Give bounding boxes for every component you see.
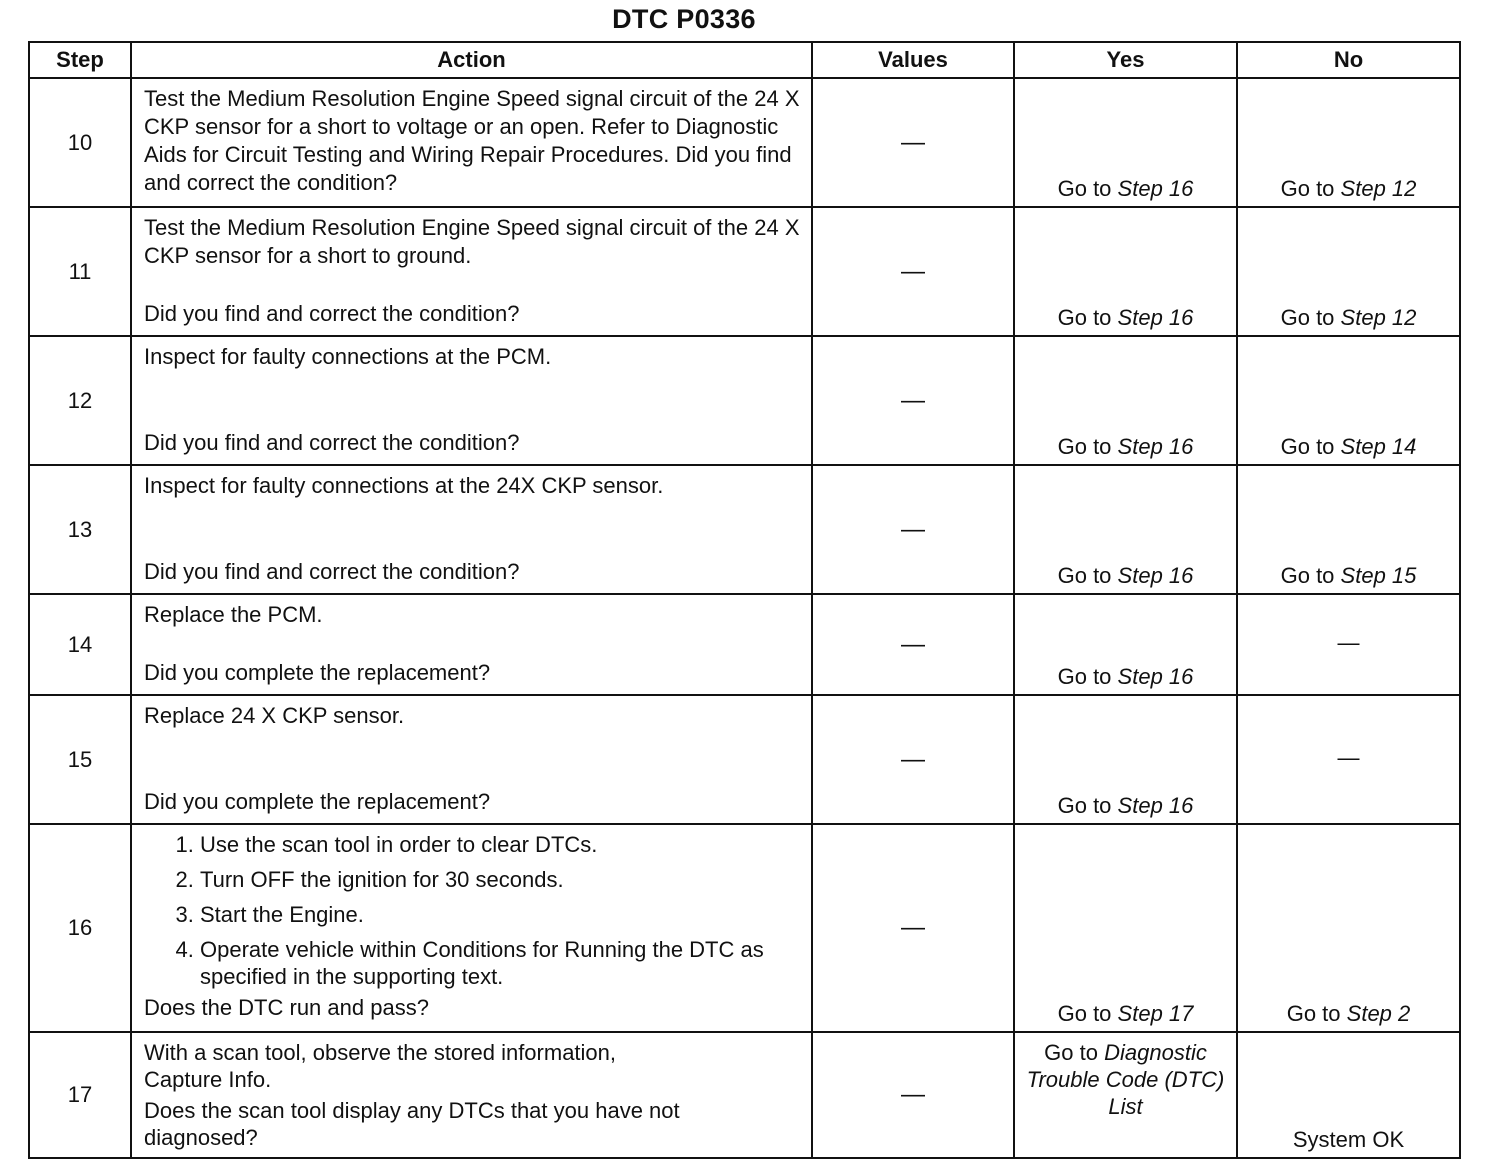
- table-row: [29, 695, 1460, 824]
- table-row: [29, 465, 1460, 594]
- no-cell: [1237, 465, 1460, 594]
- action-cell: [131, 594, 812, 695]
- no-cell: [1237, 336, 1460, 465]
- action-text: Replace the PCM.: [144, 602, 323, 627]
- header-row: [29, 42, 1460, 78]
- no-cell: —: [1237, 594, 1460, 695]
- header-no: No: [1237, 42, 1460, 78]
- yes-cell: [1014, 824, 1237, 1032]
- action-question: Did you complete the replacement?: [144, 789, 491, 814]
- no-step-link[interactable]: Step 14: [1340, 434, 1417, 459]
- list-item: 1. Use the scan tool in order to clear DTCs.: [200, 831, 803, 858]
- yes-prefix: Go to: [1044, 1040, 1098, 1065]
- yes-cell: [1014, 695, 1237, 824]
- action-question: Did you complete the replacement?: [144, 660, 491, 685]
- no-step-link[interactable]: Step 2: [1346, 1001, 1411, 1026]
- no-prefix: Go to: [1280, 563, 1335, 588]
- yes-dtc-list-link[interactable]: Diagnostic Trouble Code (DTC) List: [1026, 1040, 1225, 1119]
- step-number: 13: [29, 465, 131, 594]
- action-text: Inspect for faulty connections at the PCM.: [144, 344, 552, 369]
- action-cell: [131, 695, 812, 824]
- no-cell: [1237, 207, 1460, 336]
- action-question: Did you find and correct the condition?: [144, 301, 520, 326]
- value-cell: —: [812, 465, 1014, 594]
- action-text: With a scan tool, observe the stored information, Capture Info.: [144, 1040, 617, 1092]
- no-prefix: Go to: [1280, 434, 1335, 459]
- action-question: Does the DTC run and pass?: [144, 995, 429, 1020]
- yes-prefix: Go to: [1057, 793, 1112, 818]
- header-step: Step: [29, 42, 131, 78]
- header-yes: Yes: [1014, 42, 1237, 78]
- table-row: [29, 594, 1460, 695]
- action-cell: [131, 336, 812, 465]
- action-text: Replace 24 X CKP sensor.: [144, 703, 405, 728]
- step-number: 16: [29, 824, 131, 1032]
- action-steps-list: [144, 831, 803, 990]
- yes-cell: [1014, 465, 1237, 594]
- value-cell: —: [812, 594, 1014, 695]
- yes-prefix: Go to: [1057, 434, 1112, 459]
- yes-cell: [1014, 207, 1237, 336]
- yes-cell: [1014, 594, 1237, 695]
- no-prefix: Go to: [1280, 176, 1335, 201]
- yes-step-link[interactable]: Step 16: [1117, 563, 1194, 588]
- value-cell: —: [812, 824, 1014, 1032]
- header-values: Values: [812, 42, 1014, 78]
- action-text: Inspect for faulty connections at the 24X CKP sensor.: [144, 473, 664, 498]
- action-cell: [131, 824, 812, 1032]
- yes-step-link[interactable]: Step 16: [1117, 176, 1194, 201]
- list-item: 3. Start the Engine.: [200, 901, 803, 928]
- yes-prefix: Go to: [1057, 664, 1112, 689]
- step-number: 12: [29, 336, 131, 465]
- step-number: 14: [29, 594, 131, 695]
- list-item: 4. Operate vehicle within Conditions for Running the DTC as specified in the supporting text.: [200, 936, 803, 990]
- yes-step-link[interactable]: Step 17: [1117, 1001, 1194, 1026]
- document-title: DTC P0336: [612, 4, 756, 34]
- yes-step-link[interactable]: Step 16: [1117, 664, 1194, 689]
- table-row: [29, 1032, 1460, 1158]
- value-cell: —: [812, 695, 1014, 824]
- step-number: 10: [29, 78, 131, 207]
- action-question: Does the scan tool display any DTCs that you have not diagnosed?: [144, 1098, 680, 1150]
- action-question: Did you find and correct the condition?: [144, 430, 520, 455]
- no-cell: System OK: [1237, 1032, 1460, 1158]
- no-prefix: Go to: [1280, 305, 1335, 330]
- yes-cell: [1014, 336, 1237, 465]
- value-cell: —: [812, 207, 1014, 336]
- action-question: Did you find and correct the condition?: [144, 559, 520, 584]
- step-number: 17: [29, 1032, 131, 1158]
- yes-prefix: Go to: [1057, 563, 1112, 588]
- action-cell: [131, 465, 812, 594]
- no-step-link[interactable]: Step 12: [1340, 176, 1417, 201]
- yes-prefix: Go to: [1057, 1001, 1112, 1026]
- yes-prefix: Go to: [1057, 305, 1112, 330]
- table-row: [29, 78, 1460, 207]
- step-number: 11: [29, 207, 131, 336]
- yes-step-link[interactable]: Step 16: [1117, 434, 1194, 459]
- action-text: Test the Medium Resolution Engine Speed signal circuit of the 24 X CKP sensor for a short to ground.: [144, 215, 800, 268]
- diagnostic-table: [28, 41, 1461, 1159]
- step-number: 15: [29, 695, 131, 824]
- no-prefix: Go to: [1286, 1001, 1341, 1026]
- header-action: Action: [131, 42, 812, 78]
- yes-cell: [1014, 1032, 1237, 1158]
- list-item: 2. Turn OFF the ignition for 30 seconds.: [200, 866, 803, 893]
- no-step-link[interactable]: Step 15: [1340, 563, 1417, 588]
- value-cell: —: [812, 1032, 1014, 1158]
- action-text: Test the Medium Resolution Engine Speed signal circuit of the 24 X CKP sensor for a short to voltage or an open. Refer to Diagnostic Aids for Circuit Testing and Wiring Repair Procedures. Did you find and correct the condition?: [131, 78, 812, 207]
- yes-prefix: Go to: [1057, 176, 1112, 201]
- no-cell: [1237, 824, 1460, 1032]
- action-cell: [131, 1032, 812, 1158]
- yes-step-link[interactable]: Step 16: [1117, 305, 1194, 330]
- no-cell: [1237, 78, 1460, 207]
- value-cell: —: [812, 336, 1014, 465]
- action-cell: [131, 207, 812, 336]
- yes-step-link[interactable]: Step 16: [1117, 793, 1194, 818]
- value-cell: —: [812, 78, 1014, 207]
- table-row: [29, 336, 1460, 465]
- table-row: [29, 824, 1460, 1032]
- table-row: [29, 207, 1460, 336]
- yes-cell: [1014, 78, 1237, 207]
- no-cell: —: [1237, 695, 1460, 824]
- no-step-link[interactable]: Step 12: [1340, 305, 1417, 330]
